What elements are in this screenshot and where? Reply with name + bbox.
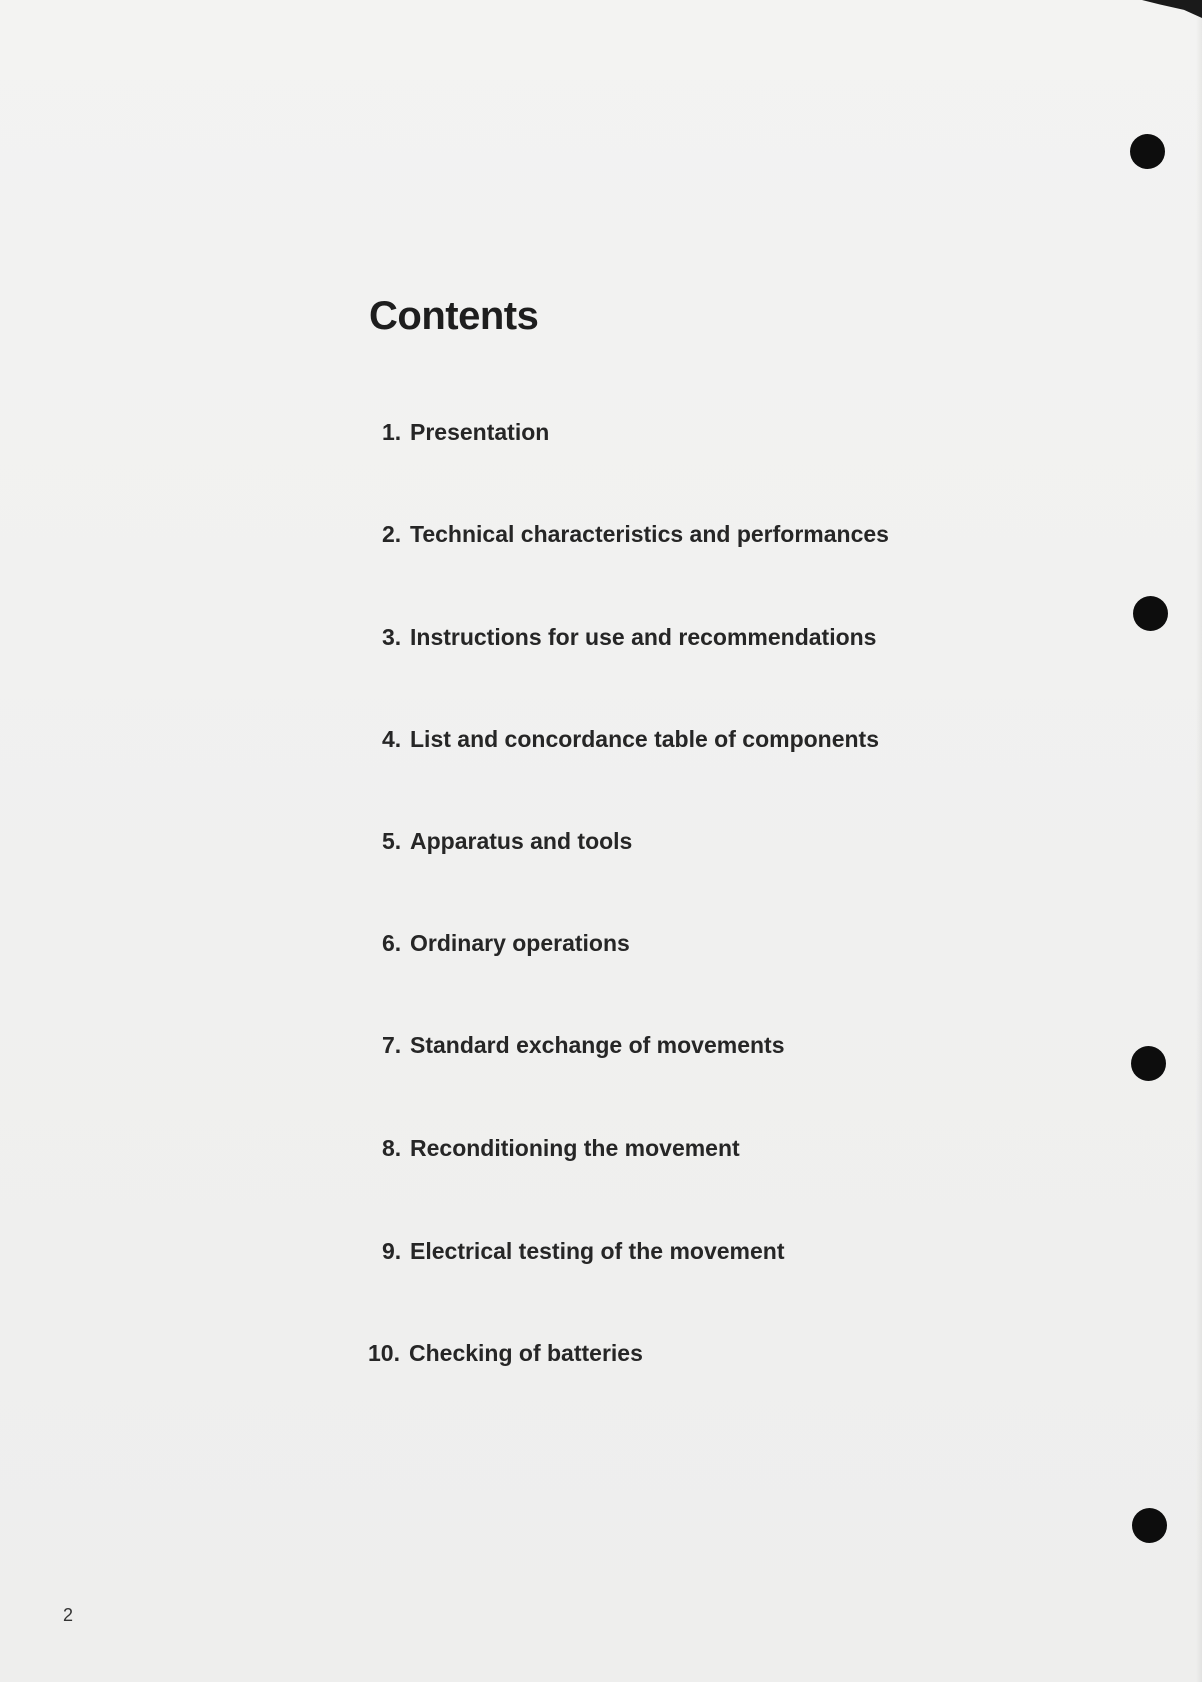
toc-item-reconditioning xyxy=(382,1137,740,1160)
toc-item-standard-exchange xyxy=(382,1034,785,1057)
toc-item-presentation xyxy=(382,421,549,444)
toc-item-number: 1. xyxy=(382,419,402,445)
punch-hole xyxy=(1133,596,1168,631)
toc-item-number: 10. xyxy=(368,1340,400,1366)
toc-item-label: Standard exchange of movements xyxy=(410,1032,785,1058)
toc-item-number: 6. xyxy=(382,930,402,956)
toc-item-electrical-testing xyxy=(382,1240,784,1263)
toc-item-label: Ordinary operations xyxy=(410,930,630,956)
toc-item-label: Electrical testing of the movement xyxy=(410,1238,785,1264)
toc-item-checking-batteries xyxy=(368,1342,643,1365)
toc-item-number: 7. xyxy=(382,1032,402,1058)
toc-item-number: 8. xyxy=(382,1135,402,1161)
toc-item-apparatus-tools xyxy=(382,830,632,853)
toc-item-technical-characteristics xyxy=(382,523,889,546)
toc-item-label: Reconditioning the movement xyxy=(410,1135,740,1161)
toc-item-label: List and concordance table of components xyxy=(410,726,880,752)
toc-item-number: 4. xyxy=(382,726,402,752)
punch-hole xyxy=(1131,1046,1166,1081)
toc-item-number: 9. xyxy=(382,1238,402,1264)
toc-item-label: Instructions for use and recommendations xyxy=(410,624,877,650)
page-edge-shadow xyxy=(1196,0,1202,1682)
toc-item-number: 5. xyxy=(382,828,402,854)
punch-hole xyxy=(1130,134,1165,169)
toc-item-ordinary-operations xyxy=(382,932,630,955)
toc-item-number: 3. xyxy=(382,624,402,650)
toc-item-number: 2. xyxy=(382,521,402,547)
corner-mark xyxy=(1142,0,1202,18)
punch-hole xyxy=(1132,1508,1167,1543)
toc-item-label: Checking of batteries xyxy=(409,1340,643,1366)
toc-item-components xyxy=(382,728,879,751)
page-number: 2 xyxy=(63,1605,74,1625)
toc-item-label: Presentation xyxy=(410,419,550,445)
toc-item-label: Apparatus and tools xyxy=(410,828,633,854)
toc-item-label: Technical characteristics and performances xyxy=(410,521,889,547)
page-title: Contents xyxy=(369,294,539,338)
toc-item-instructions xyxy=(382,626,876,649)
